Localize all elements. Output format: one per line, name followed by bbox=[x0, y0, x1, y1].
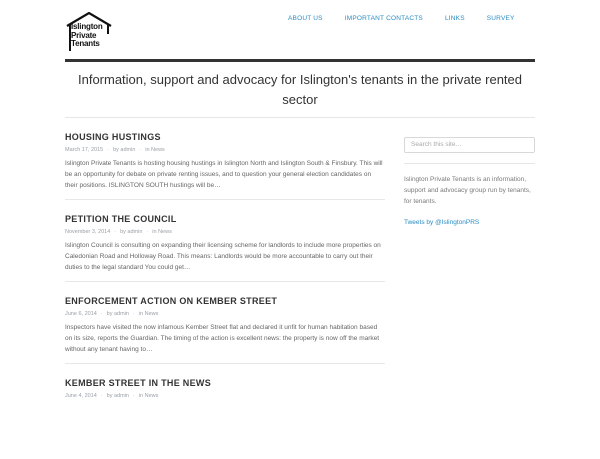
post-category[interactable]: in News bbox=[138, 393, 159, 399]
post-meta: June 6, 2014 · by admin · in News bbox=[65, 311, 159, 317]
post-date[interactable]: June 6, 2014 bbox=[65, 311, 97, 317]
post-item bbox=[65, 213, 385, 295]
post-date[interactable]: March 17, 2015 bbox=[65, 147, 104, 153]
post-meta: November 3, 2014 · by admin · in News bbox=[65, 229, 172, 235]
post-title[interactable]: PETITION THE COUNCIL bbox=[65, 214, 177, 224]
post-category[interactable]: in News bbox=[138, 311, 159, 317]
search-input[interactable] bbox=[404, 137, 535, 153]
logo-line-2: Private bbox=[71, 30, 97, 40]
post-title[interactable]: KEMBER STREET IN THE NEWS bbox=[65, 378, 212, 388]
post-date[interactable]: November 3, 2014 bbox=[65, 229, 111, 235]
post-excerpt: Islington Council is consulting on expanding their licensing scheme for landlords to include more properties on Caledonian Road and Holloway Road. This means: Landlords would be more accountable to carry out their duties to the legal standard You could get… bbox=[65, 242, 381, 271]
post-divider bbox=[65, 281, 385, 282]
post-item bbox=[65, 131, 385, 213]
post-date[interactable]: June 4, 2014 bbox=[65, 393, 97, 399]
sidebar bbox=[404, 133, 535, 226]
post-item bbox=[65, 377, 385, 459]
post-title[interactable]: HOUSING HUSTINGS bbox=[65, 132, 161, 142]
nav-survey[interactable]: SURVEY bbox=[486, 15, 515, 22]
post-list bbox=[65, 131, 385, 459]
header-divider bbox=[65, 59, 535, 62]
site-tagline: Information, support and advocacy for Islington's tenants in the private rented sector bbox=[77, 72, 523, 107]
post-author[interactable]: by admin bbox=[120, 229, 143, 235]
post-title[interactable]: ENFORCEMENT ACTION ON KEMBER STREET bbox=[65, 296, 278, 306]
logo-line-1: Islington bbox=[71, 22, 103, 31]
post-category[interactable]: in News bbox=[145, 147, 165, 153]
post-author[interactable]: by admin bbox=[113, 147, 136, 153]
post-item bbox=[65, 295, 385, 377]
post-divider bbox=[65, 363, 385, 364]
nav-links[interactable]: LINKS bbox=[444, 15, 465, 22]
sidebar-about-text: Islington Private Tenants is an information, support and advocacy group run by tenants, for tenants. bbox=[404, 175, 531, 205]
post-meta: June 4, 2014 · by admin · in News bbox=[65, 393, 159, 399]
post-divider bbox=[65, 199, 385, 200]
logo-wordmark bbox=[71, 23, 103, 49]
post-meta: March 17, 2015 · by admin · in News bbox=[65, 147, 165, 153]
logo-line-3: Tenants bbox=[71, 39, 100, 49]
site-logo[interactable] bbox=[66, 12, 112, 52]
post-author[interactable]: by admin bbox=[106, 311, 129, 317]
nav-important-contacts[interactable]: IMPORTANT CONTACTS bbox=[344, 15, 423, 22]
post-category[interactable]: in News bbox=[152, 229, 172, 235]
tagline-divider bbox=[65, 117, 535, 118]
post-excerpt: Islington Private Tenants is hosting housing hustings in Islington North and Islington South & Finsbury. This will be an opportunity for debate on private renting issues, and to question your general election candidates on their positions. ISLINGTON SOUTH hustings will be… bbox=[65, 160, 383, 189]
main-nav bbox=[288, 15, 537, 22]
sidebar-divider bbox=[404, 163, 535, 164]
post-author[interactable]: by admin bbox=[106, 393, 129, 399]
tweets-link[interactable]: Tweets by @IslingtonPRS bbox=[404, 218, 480, 226]
post-excerpt: Inspectors have visited the now infamous Kember Street flat and declared it unfit for human habitation based on its size, reports the Guardian. The timing of the action is excellent news: the property is now off the market without any tenant having to… bbox=[65, 324, 380, 353]
nav-about-us[interactable]: ABOUT US bbox=[288, 15, 323, 22]
